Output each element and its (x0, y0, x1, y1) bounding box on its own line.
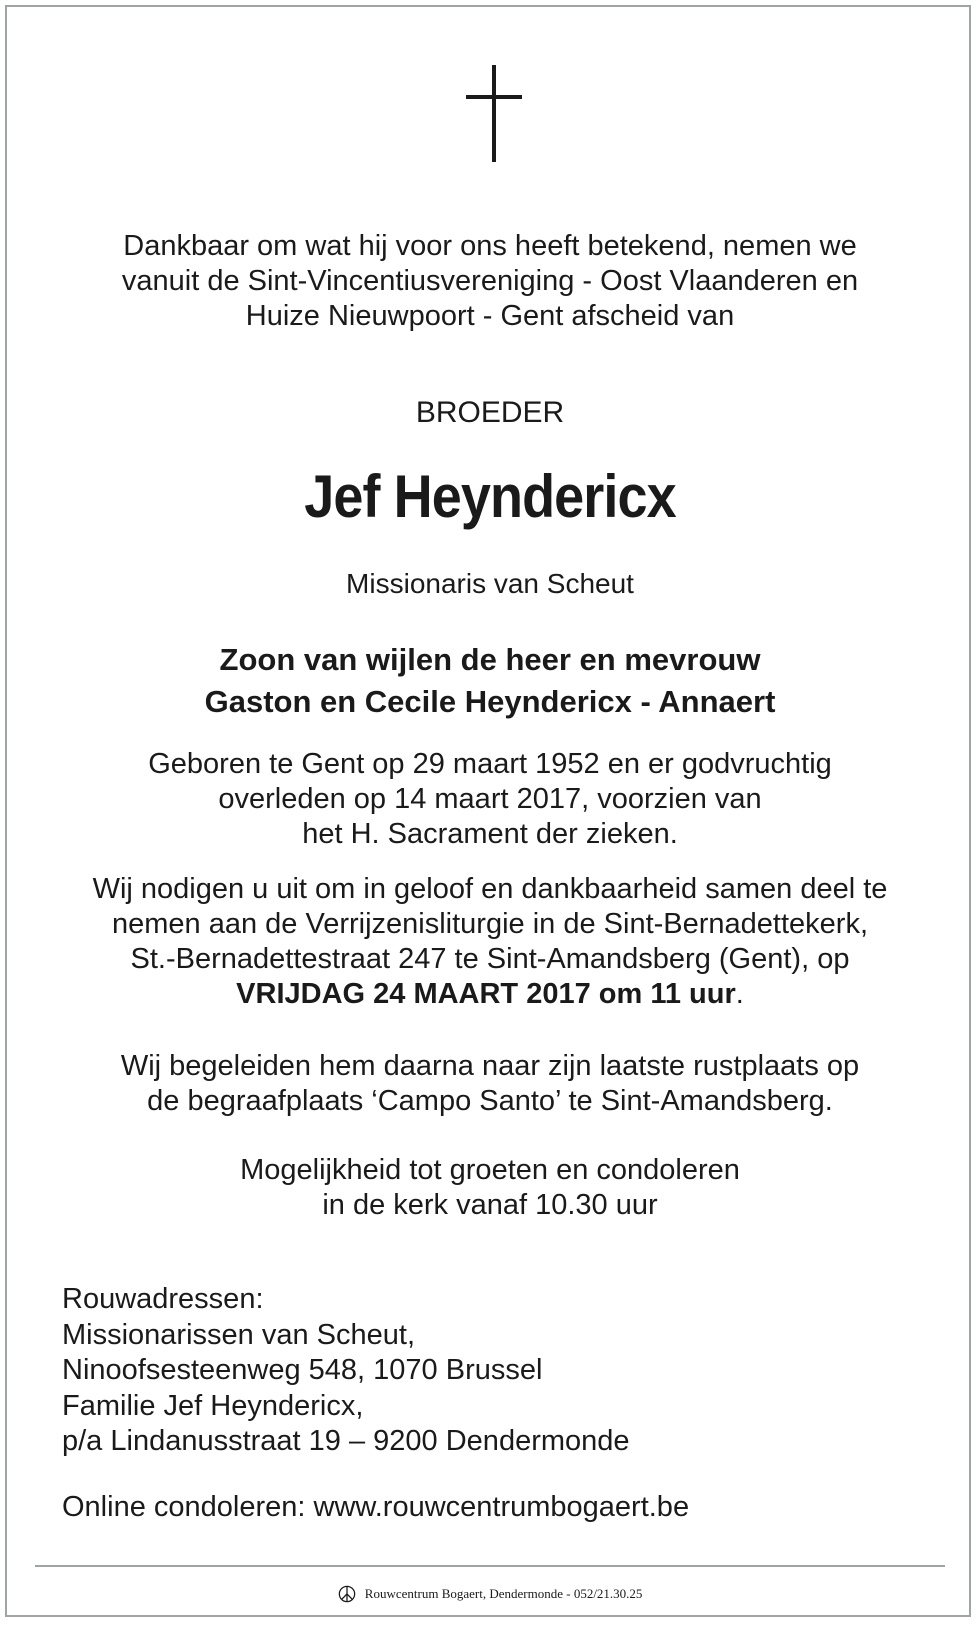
peace-logo-icon (338, 1585, 356, 1603)
role-text: Missionaris van Scheut (346, 568, 634, 599)
condolence-text (7, 1153, 973, 1223)
address-line: p/a Lindanusstraat 19 – 9200 Dendermonde (62, 1425, 630, 1457)
intro-line: vanuit de Sint-Vincentiusvereniging - Oost Vlaanderen en (121, 265, 859, 297)
deceased-name: Jef Heyndericx (304, 463, 676, 530)
footer (7, 1583, 973, 1604)
invite-line: St.-Bernadettestraat 247 te Sint-Amandsberg (Gent), op (130, 943, 850, 975)
birth-death-text (7, 747, 973, 852)
cross-icon (466, 65, 522, 162)
burial-text (7, 1049, 973, 1119)
intro-text (7, 229, 973, 334)
burial-line: de begraafplaats ‘Campo Santo’ te Sint-Amandsberg. (147, 1085, 833, 1117)
birth-line: overleden op 14 maart 2017, voorzien van (218, 783, 762, 815)
burial-line: Wij begeleiden hem daarna naar zijn laatste rustplaats op (120, 1050, 860, 1082)
birth-line: het H. Sacrament der zieken. (302, 818, 678, 850)
address-line: Missionarissen van Scheut, (62, 1318, 415, 1351)
footer-divider (35, 1565, 945, 1567)
parents-line: Gaston en Cecile Heyndericx - Annaert (204, 684, 776, 719)
address-line: Ninoofsesteenweg 548, 1070 Brussel (62, 1354, 543, 1386)
obituary-card (5, 5, 971, 1617)
greet-line: Mogelijkheid tot groeten en condoleren (240, 1154, 740, 1186)
invite-line: Wij nodigen u uit om in geloof en dankbaarheid samen deel te (92, 873, 888, 905)
birth-line: Geboren te Gent op 29 maart 1952 en er godvruchtig (148, 748, 832, 780)
address-line: Familie Jef Heyndericx, (62, 1389, 364, 1422)
parents-line: Zoon van wijlen de heer en mevrouw (219, 642, 761, 677)
address-line: Rouwadressen: (62, 1283, 264, 1315)
intro-line: Dankbaar om wat hij voor ons heeft betekend, nemen we (123, 230, 857, 262)
intro-line: Huize Nieuwpoort - Gent afscheid van (245, 300, 735, 332)
online-condolence: Online condoleren: www.rouwcentrumbogaert.be (62, 1491, 690, 1523)
parents-text (7, 639, 973, 723)
ceremony-date: VRIJDAG 24 MAART 2017 om 11 uur (236, 978, 736, 1010)
funeral-home-text: Rouwcentrum Bogaert, Dendermonde - 052/21.30.25 (364, 1586, 643, 1602)
invite-date-line (7, 977, 973, 1012)
invite-line: nemen aan de Verrijzenisliturgie in de Sint-Bernadettekerk, (111, 908, 869, 940)
title-label: BROEDER (415, 396, 565, 429)
invite-end: . (735, 978, 744, 1010)
invitation-text (7, 872, 973, 1012)
mourning-addresses (62, 1282, 630, 1460)
greet-line: in de kerk vanaf 10.30 uur (322, 1189, 658, 1221)
